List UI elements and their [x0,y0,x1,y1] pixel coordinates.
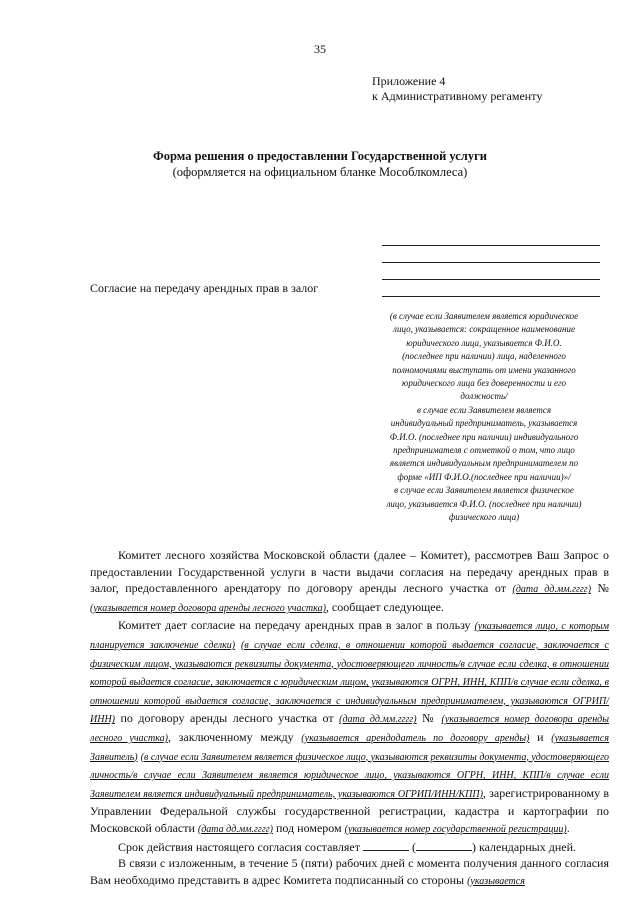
text: . [566,820,570,835]
placeholder-lessor: (указывается арендодатель по договору аренды) [301,732,530,744]
blank-days-words [416,840,472,851]
note-line: (последнее при наличии) лица, наделенного [402,351,566,362]
note-line: предпринимателя с отметкой о том, что лицо [393,445,575,456]
text: , сообщает следующее. [325,599,444,614]
text: Срок действия настоящего согласия составляет [118,839,363,854]
note-line: юридического лица без доверенности и его [401,378,567,389]
blank-days-number [363,840,409,851]
placeholder-pledgee-details: (в случае если сделка, в отношении которой выдается согласие, заключается с физическим лицом, указываются реквизиты документа, удостоверяющего личность/в случае если сделка, в отношении которой выдается согласие, заключается с юридическим лицом, указываются ОГРН, ИНН, КПП/в случае если сделка, в отношении которой выдается согласие, заключается с индивидуальным предпринимателем, указываются ОГРИП/ИНН) [90,639,609,726]
placeholder-applicant: (указывается Заявитель) [90,732,609,763]
text: , заключенному между [168,729,302,744]
note-line: (в случае если Заявителем является юридическое [389,311,579,321]
recipient-line-3 [382,279,600,280]
note-line: физического лица) [448,512,520,523]
placeholder-pledgee: (указывается лицо, с которым планируется заключение сделки) [90,621,609,651]
note-line: должность/ [460,391,508,402]
text: по договору аренды лесного участка от [115,711,340,726]
recipient-line-2 [382,262,600,263]
consent-label: Согласие на передачу арендных прав в залог [90,281,319,295]
placeholder-party: (указывается [467,875,525,887]
note-line: полномочиями выступать от имени указанного [392,364,576,375]
recipient-note [366,310,602,525]
note-line: в случае если Заявителем является физическое [394,485,574,496]
placeholder-date: (дата дд.мм.гггг) [339,714,417,726]
paragraph-review [90,547,609,617]
placeholder-contract-number: (указывается номер договора аренды лесного участка) [90,714,609,744]
note-line: лицо, указывается Ф.И.О. (последнее при наличии) [386,498,582,509]
note-line: индивидуальный предприниматель, указывается [390,418,578,429]
document-subtitle: (оформляется на официальном бланке Мособлкомлеса) [172,165,468,179]
note-line: Ф.И.О. (последнее при наличии) индивидуального [389,431,579,442]
text: , зарегистрированному в Управлении Федеральной службы государственной регистрации, кадастра и картографии по Московской области [90,785,609,835]
text: Комитет лесного хозяйства Московской области (далее – Комитет), рассмотрев Ваш Запрос о предоставлении Государственной услуги в части выдачи согласия на передачу арендных прав в залог, предоставленного арендатору по договору аренды лесного участка от [90,548,609,596]
placeholder-contract-number: (указывается номер договора аренды лесного участка) [90,602,326,614]
note-line: форме «ИП Ф.И.О.(последнее при наличии)»/ [397,471,571,482]
appendix-line-1: Приложение 4 [372,74,446,88]
note-line: юридического лица, указывается Ф.И.О. [406,337,562,348]
text: № [416,711,442,726]
note-line: является индивидуальным предпринимателем по [389,458,579,469]
paragraph-consent [90,617,609,838]
note-line: лицо, указывается: сокращенное наименование [393,324,575,335]
paragraph-validity [90,839,609,856]
text: В связи с изложенным, в течение 5 (пяти) рабочих дней с момента получения данного согласия Вам необходимо представить в адрес Комитета подписанный со стороны [90,856,609,887]
appendix-line-2: к Административному регаменту [372,89,543,103]
page-number: 35 [314,42,326,56]
placeholder-applicant-details: (в случае если Заявителем является физическое лицо, указываются реквизиты документа, удостоверяющего личность/в случае если Заявителем является юридическое лицо, указываются ОГРН, ИНН, КПП/в случае если Заявителем является индивидуальный предприниматель, указываются ОГРИП/ИНН/КПП) [90,751,609,800]
recipient-line-1 [382,245,600,246]
note-line: в случае если Заявителем является [416,404,551,415]
text: № [591,581,609,596]
paragraph-deadline [90,855,609,890]
text: под номером [272,820,345,835]
recipient-line-4 [382,296,600,297]
text: Комитет дает согласие на передачу арендных прав в залог в пользу [118,618,475,633]
text: и [529,729,552,744]
placeholder-date: (дата дд.мм.гггг) [197,823,273,835]
document-title: Форма решения о предоставлении Государственной услуги [153,149,487,163]
text: ) календарных дней. [471,839,576,854]
document-body [90,547,609,890]
placeholder-date: (дата дд.мм.гггг) [512,584,592,596]
placeholder-registration-number: (указывается номер государственной регистрации) [344,823,567,835]
text: ( [408,839,416,854]
